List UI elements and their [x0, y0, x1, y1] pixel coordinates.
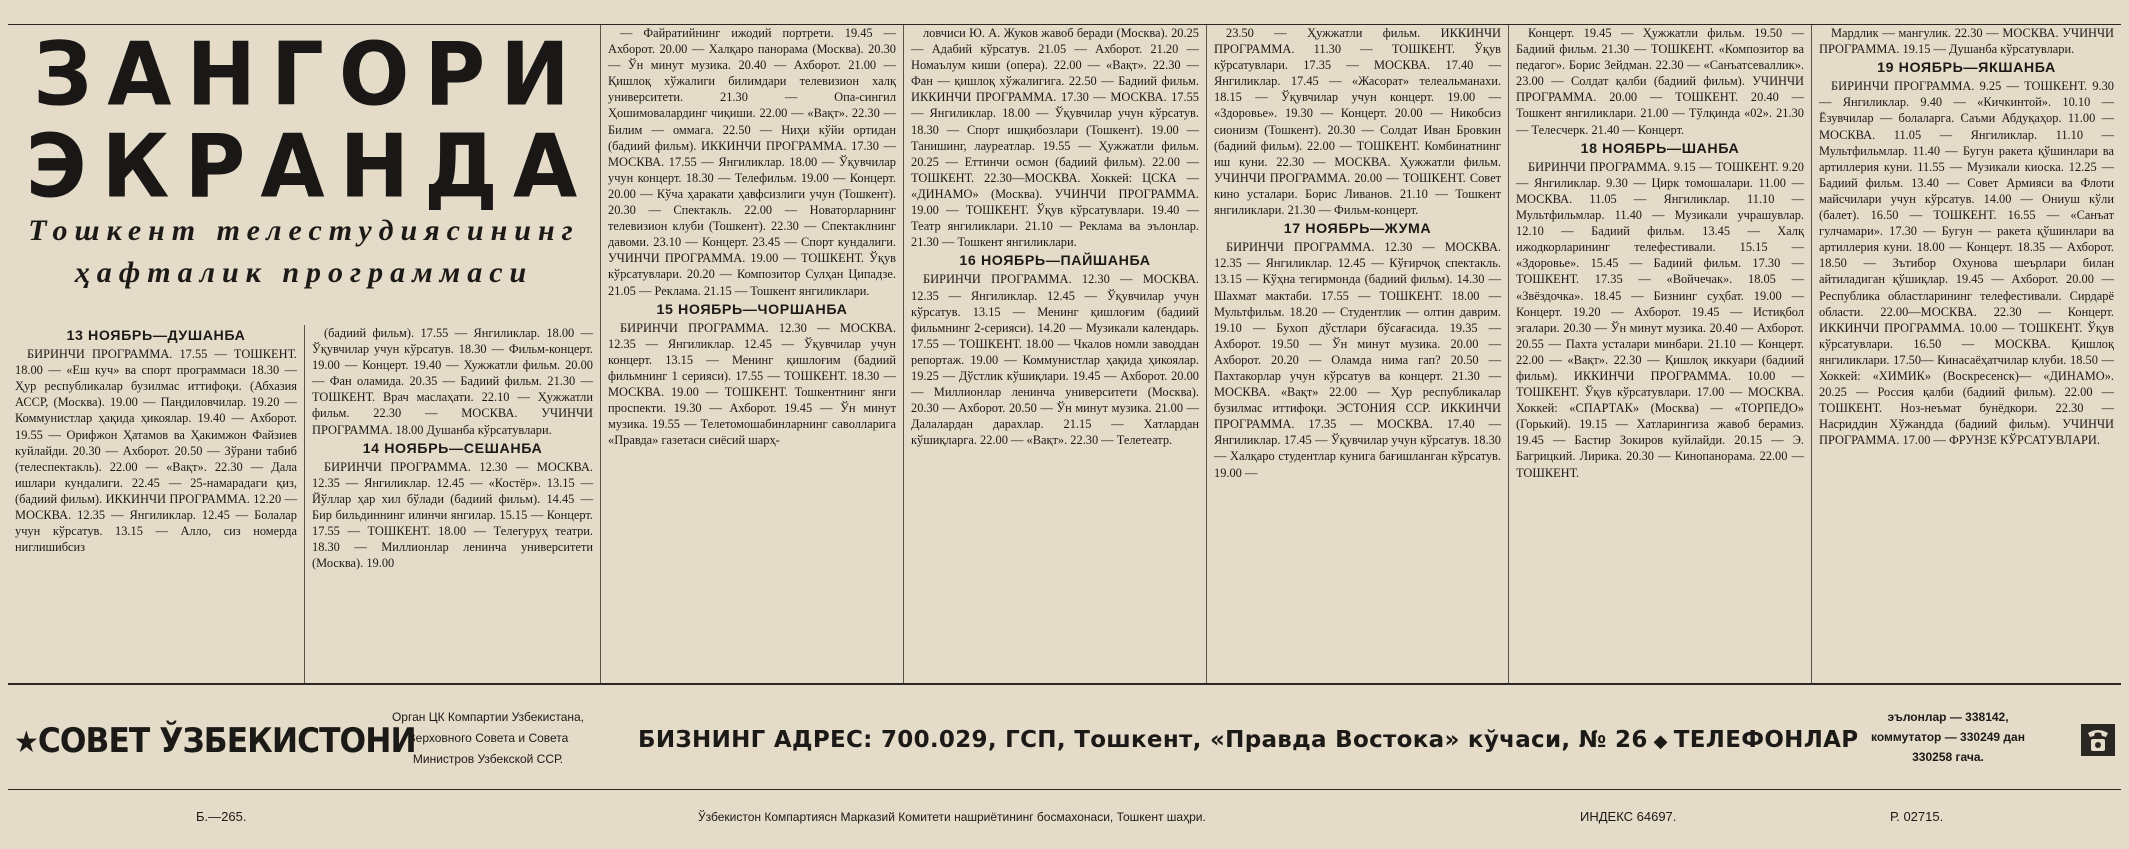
program-column-6 [1508, 25, 1811, 683]
star-icon: ★ [14, 725, 38, 760]
program-listing: БИРИНЧИ ПРОГРАММА. 17.55 — ТОШКЕНТ. 18.00 — «Еш куч» ва спорт программаси 18.30 — Ҳур республикалар бузилмас иттифоқи. (Абхазия АССР, (Москва). 19.00 — Пандиловчилар. 19.20 — Коммунистлар ҳақида ҳикоялар. 19.40 — Ахборот. 19.55 — Орифжон Ҳатамов ва Ҳакимжон Файзиев куйлайди. 20.30 — Ахборот. 20.50 — Зўрани табиб (телеспектакль). 22.00 — «Вақт». 22.30 — Дала ишлари кундалиги. 22.45 — 25-намарадаги қиз, (бадиий фильм). ИККИНЧИ ПРОГРАММА. 12.20 — МОСКВА. 12.35 — Янгиликлар. 12.45 — Болалар учун кўрсатув. 13.15 — Алло, сиз номерда ниглишибсиз [15, 347, 297, 555]
phone-line-2: коммутатор — 330249 дан [1871, 730, 2025, 744]
phone-numbers [1848, 707, 2048, 767]
newspaper-logo [14, 719, 416, 763]
day-heading: 13 НОЯБРЬ—ДУШАНБА [66, 328, 246, 344]
masthead [8, 25, 600, 325]
program-column-3 [600, 25, 903, 683]
masthead-subtitle-line1: Тошкент телестудиясининг [28, 214, 580, 247]
program-listing: БИРИНЧИ ПРОГРАММА. 9.25 — ТОШКЕНТ. 9.30 — Янгиликлар. 9.40 — «Кичкинтой». 10.10 — Ёзувчилар — болаларга. Саъми Абдуқаҳор. 11.00 — МОСКВА. 11.05 — Янгиликлар. 11.10 — Мультфильмлар. 11.40 — Бугун ракета қўшинлари ва артиллерия куни. 11.55 — Музикали киоска. 12.25 — Бадиий фильм. 13.40 — Совет Армияси ва Флоти майсчилари учун кўрсатув. 14.00 — Ониуш кўли (балет). 16.50 — ТОШКЕНТ. 16.55 — «Санъат гулчамари». 17.30 — Бугун — ракета қўшинлари ва артиллерия куни. 18.00 — Концерт. 18.35 — Ахборот. 18.50 — Зътибор Охунова шеърлари билан айтиладиган қўшиқлар. 19.45 — Ахборот. 20.00 — Республика областларининг телефестивали. Сирдарё области. 22.00—МОСКВА. 22.30 — Концерт. ИККИНЧИ ПРОГРАММА. 10.00 — ТОШКЕНТ. Ўқув кўрсатувлари. 16.50 — МОСКВА. Қишлоқ янгиликлари. 17.50— Кинасаёҳатчилар клуби. 18.50 — Хоккей: «ХИМИК» (Воскресенск)— «ДИНАМО». 20.25 — Россия қалби (бадиий фильм). 22.00 — ТОШКЕНТ. Ноз-неъмат бунёдкори. 22.30 — Насриддин Хўжандда (бадиий фильм). УЧИНЧИ ПРОГРАММА. 17.00 — ФРУНЗЕ КЎРСАТУВЛАРИ. [1819, 79, 2114, 448]
day-heading: 17 НОЯБРЬ—ЖУМА [1283, 221, 1432, 238]
logo-text: СОВЕТ ЎЗБЕКИСТОНИ [37, 721, 416, 761]
program-listing: Мардлик — мангулик. 22.30 — МОСКВА. УЧИНЧИ ПРОГРАММА. 19.15 — Душанба кўрсатувлари. [1819, 26, 2114, 57]
day-heading: 19 НОЯБРЬ—ЯКШАНБА [1877, 60, 2056, 77]
masthead-title-line2: ЭКРАНДА [25, 115, 593, 218]
masthead-title-line1: ЗАНГОРИ [33, 25, 585, 126]
program-listing: БИРИНЧИ ПРОГРАММА. 9.15 — ТОШКЕНТ. 9.20 — Янгиликлар. 9.30 — Цирк томошалари. 11.00 — МОСКВА. 11.05 — Янгиликлар. 11.10 — Мультфильмлар. 11.40 — Музикали учрашувлар. 12.10 — Бадиий фильм. 13.45 — Халқ ижодкорларининг телефестивали. 15.15 — «Здоровье». 15.45 — Бадиий фильм. 17.30 — ТОШКЕНТ. 17.35 — «Войчечак». 18.05 — «Звёздочка». 18.45 — Бизнинг суҳбат. 19.00 — Концерт. 19.20 — Ахборот. 19.45 — Истиқбол эгалари. 20.30 — Ўн минут музика. 20.40 — Ахборот. 20.55 — Пахта усталари минбари. 21.10 — Концерт. 22.00 — «Вақт». 22.30 — Қишлоқ иккуари (бадиий фильм). ИККИНЧИ ПРОГРАММА. 10.00 — ТОШКЕНТ. Ўқув кўрсатувлари. 17.00 — МОСКВА. Хоккей: «СПАРТАК» (Москва) — «ТОРПЕДО» (Горький). 19.15 — Хатларингиза жавоб берамиз. 19.45 — Бастир Зокиров куйлайди. 20.15 — Э. Багрицкий. Лирика. 20.30 — Кинопанорама. 22.00 — ТОШКЕНТ. [1516, 159, 1804, 480]
program-listing: БИРИНЧИ ПРОГРАММА. 12.30 — МОСКВА. 12.35 — Янгиликлар. 12.45 — Ўқувчилар учун кўрсатув. 13.15 — Менинг қишлоғим (бадиий фильмнинг 2-серияси). 14.20 — Музикали календарь. 17.55 — ТОШКЕНТ. 18.00 — Чкалов номли заводдан репортаж. 19.00 — Коммунистлар ҳақида ҳикоялар. 19.25 — Дўстлик кўшиқлари. 19.45 — Ахборот. 20.00 — Миллионлар ленинча университети (Москва). 20.30 — Ахборот. 20.50 — Ўн минут музика. 21.00 — Далалардан дарахлар. 21.15 — Хатлардан кўшиқларга. 22.00 — «Вақт». 22.30 — Телетеатр. [911, 272, 1199, 448]
newspaper-footer [8, 693, 2121, 790]
day-heading: 16 НОЯБРЬ—ПАЙШАНБА [959, 253, 1151, 270]
imprint-line [8, 802, 2121, 832]
program-listing: Концерт. 19.45 — Ҳужжатли фильм. 19.50 — Бадиий фильм. 21.30 — ТОШКЕНТ. «Композитор ва педагог». Борис Зейдман. 22.30 — «Санъатсеваллик». 23.00 — Солдат қалби (бадиий фильм). УЧИНЧИ ПРОГРАММА. 20.00 — ТОШКЕНТ. 20.40 — Тошкент янгиликлари. 21.00 — Тўлқинда «02». 21.30 — Телесчерк. 21.40 — Концерт. [1516, 26, 1804, 137]
organ-info [358, 707, 618, 770]
program-listing: БИРИНЧИ ПРОГРАММА. 12.30 — МОСКВА. 12.35 — Янгиликлар. 12.45 — «Костёр». 13.15 — Йўллар ҳар хил бўлади (бадиий фильм). 14.45 — Бир бильдиннинг илинчи янгилар. 15.15 — Концерт. 17.55 — ТОШКЕНТ. 18.00 — Телегуруҳ театри. 18.30 — Миллионлар ленинча университети (Москва). 19.00 [312, 459, 593, 571]
program-column-1 [8, 325, 304, 683]
program-listing: ловчиси Ю. А. Жуков жавоб беради (Москва). 20.25 — Адабий кўрсатув. 21.05 — Ахборот. 21.20 — Номаълум киши (опера). 22.00 — «Вақт». 22.30 — Фан — қишлоқ хўжалигига. 22.50 — Бадиий фильм. ИККИНЧИ ПРОГРАММА. 17.30 — МОСКВА. 17.55 — Янгиликлар. 18.00 — Ўқувчилар учун кўрсатув. 18.30 — Спорт ишқибозлари (Тошкент). 19.00 — Танишинг, лауреатлар. 19.55 — Ҳужжатли фильм. 20.25 — Еттинчи осмон (бадиий фильм). 22.00 — ТОШКЕНТ. 22.30—МОСКВА. Хоккей: ЦСКА — «ДИНАМО» (Москва). УЧИНЧИ ПРОГРАММА. 19.00 — ТОШКЕНТ. Ўқув кўрсатувлари. 19.40 — Театр янгиликлари. 21.10 — Реклама ва эълонлар. 21.30 — Тошкент янгиликлари. [911, 26, 1199, 250]
registration-number: Р. 02715. [1890, 809, 1944, 824]
day-heading: 15 НОЯБРЬ—ЧОРШАНБА [656, 301, 848, 318]
address-line [638, 723, 1859, 759]
program-column-2 [304, 325, 600, 683]
program-listing: (бадиий фильм). 17.55 — Янгиликлар. 18.00 — Ўқувчилар учун кўрсатув. 18.30 — Фильм-концерт. 19.00 — Концерт. 19.40 — Хужжатли фильм. 20.00 — Фан оламида. 20.35 — Бадиий фильм. 21.30 — ТОШКЕНТ. Врач маслаҳати. 22.10 — Ҳужжатли фильм. 22.30 — МОСКВА. УЧИНЧИ ПРОГРАММА. 18.00 Душанба кўрсатувлари. [312, 326, 593, 437]
day-heading: 18 НОЯБРЬ—ШАНБА [1580, 140, 1740, 157]
program-column-7 [1811, 25, 2121, 683]
program-listing: — Файратийнинг ижодий портрети. 19.45 — Ахборот. 20.00 — Халқаро панорама (Москва). 20.30 — Ўн минут музика. 20.40 — Ахборот. 21.00 — Қишлоқ хўжалиги билимдари телевизион халқ университети. 21.30 — Опа-сингил Ҳошимовалардинг чиқиши. 22.00 — «Вақт». 22.30 — Билим — оммага. 22.50 — Ниҳи кўйи ортидан (бадиий фильм). ИККИНЧИ ПРОГРАММА. 17.30 — МОСКВА. 17.55 — Янгиликлар. 18.00 — Ўқувчилар учун концерт. 18.30 — Телефильм. 19.00 — Концерт. 20.00 — Кўча ҳаракати ҳавфсизлиги учун (Тошкент). 20.30 — Спектакль. 22.00 — Новаторларнинг телевизион клуби (Тошкент). 22.30 — Спектаклнинг давоми. 23.10 — Концерт. 23.45 — Спорт кундалиги. УЧИНЧИ ПРОГРАММА. 19.00 — ТОШКЕНТ. Ўқув кўрсатувлари. 20.20 — Композитор Сулҳан Ципадзе. 21.05 — Реклама. 21.15 — Тошкент янгиликлари. [608, 26, 896, 298]
subscription-index: ИНДЕКС 64697. [1580, 809, 1677, 824]
tv-program-section [8, 24, 2121, 685]
printer-info: Ўзбекистон Компартиясн Марказий Комитети нашриётининг босмахонаси, Тошкент шаҳри. [698, 810, 1206, 824]
organ-line-2: Верховного Совета и Совета [407, 731, 569, 745]
day-heading: 14 НОЯБРЬ—СЕШАНБА [362, 440, 543, 457]
organ-line-3: Министров Узбекской ССР. [412, 752, 564, 766]
phone-line-1: эълонлар — 338142, [1887, 710, 2009, 724]
program-listing: БИРИНЧИ ПРОГРАММА. 12.30 — МОСКВА. 12.35 — Янгиликлар. 12.45 — Ўқувчилар учун концерт. 13.15 — Менинг қишлоғим (бадиий фильмнинг 1 серияси). 17.55 — ТОШКЕНТ. 18.30 — МОСКВА. 19.00 — ТОШКЕНТ. Тошкентнинг янги проспекти. 19.30 — Ахборот. 19.45 — Ўн минут музика. 19.55 — Телетомошабинларнинг саволларига «Правда» газетаси сиёсий шарҳ- [608, 320, 896, 448]
phone-line-3: 330258 гача. [1912, 750, 1984, 764]
address-text: БИЗНИНГ АДРЕС: 700.029, ГСП, Тошкент, «Правда Востока» кўчаси, № 26 [638, 727, 1648, 753]
diamond-icon: ◆ [1653, 731, 1668, 752]
order-number: Б.—265. [196, 809, 247, 824]
program-listing: 23.50 — Ҳужжатли фильм. ИККИНЧИ ПРОГРАММА. 11.30 — ТОШКЕНТ. Ўқув кўрсатувлари. 17.35 — МОСКВА. 17.40 — Янгиликлар. 17.45 — «Жасорат» телеальманахи. 18.15 — Ўқувчилар учун концерт. 19.00 — «Здоровье». 19.30 — Концерт. 20.00 — Никобсиз сионизм (Тошкент). 20.30 — Солдат Иван Бровкин (бадиий фильм). 22.00 — ТОШКЕНТ. Комбинатнинг иш куни. 22.30 — МОСКВА. Ҳужжатли фильм. УЧИНЧИ ПРОГРАММА. 20.00 — ТОШКЕНТ. Совет кино усталари. Борис Ливанов. 21.10 — Тошкент янгиликлари. 21.30 — Фильм-концерт. [1214, 26, 1501, 218]
telephone-icon [2080, 723, 2116, 757]
phones-label: ТЕЛЕФОНЛАР [1673, 727, 1859, 753]
organ-line-1: Орган ЦК Компартии Узбекистана, [391, 710, 585, 724]
program-listing: БИРИНЧИ ПРОГРАММА. 12.30 — МОСКВА. 12.35 — Янгиликлар. 12.45 — Кўғирчоқ спектакль. 13.15 — Кўҳна тегирмонда (бадиий фильм). 14.30 — Шахмат мактаби. 17.55 — ТОШКЕНТ. 18.00 — Мультфильм. 18.20 — Студентлик — олтин даврим. 19.10 — Бухоп дўстлари бўсағасида. 19.35 — Ахборот. 19.50 — Ўн минут музика. 20.00 — Ахборот. 20.20 — Оламда нима гап? 20.50 — Пахтакорлар учун кўрсатув ва концерт. 21.30 — МОСКВА. «Вақт» 22.00 — Ҳур республикалар бузилмас иттифоқи. ЭСТОНИЯ ССР. ИККИНЧИ ПРОГРАММА. 17.35 — МОСКВА. 17.40 — Янгиликлар. 17.45 — Ўқувчилар учун кўрсатув. 18.30 — Халқаро студентлар кунига бағишланган кўрсатув. 19.00 — [1214, 240, 1501, 480]
program-column-4 [903, 25, 1206, 683]
masthead-subtitle-line2: ҳафталик программаси [74, 256, 534, 289]
program-column-5 [1206, 25, 1508, 683]
